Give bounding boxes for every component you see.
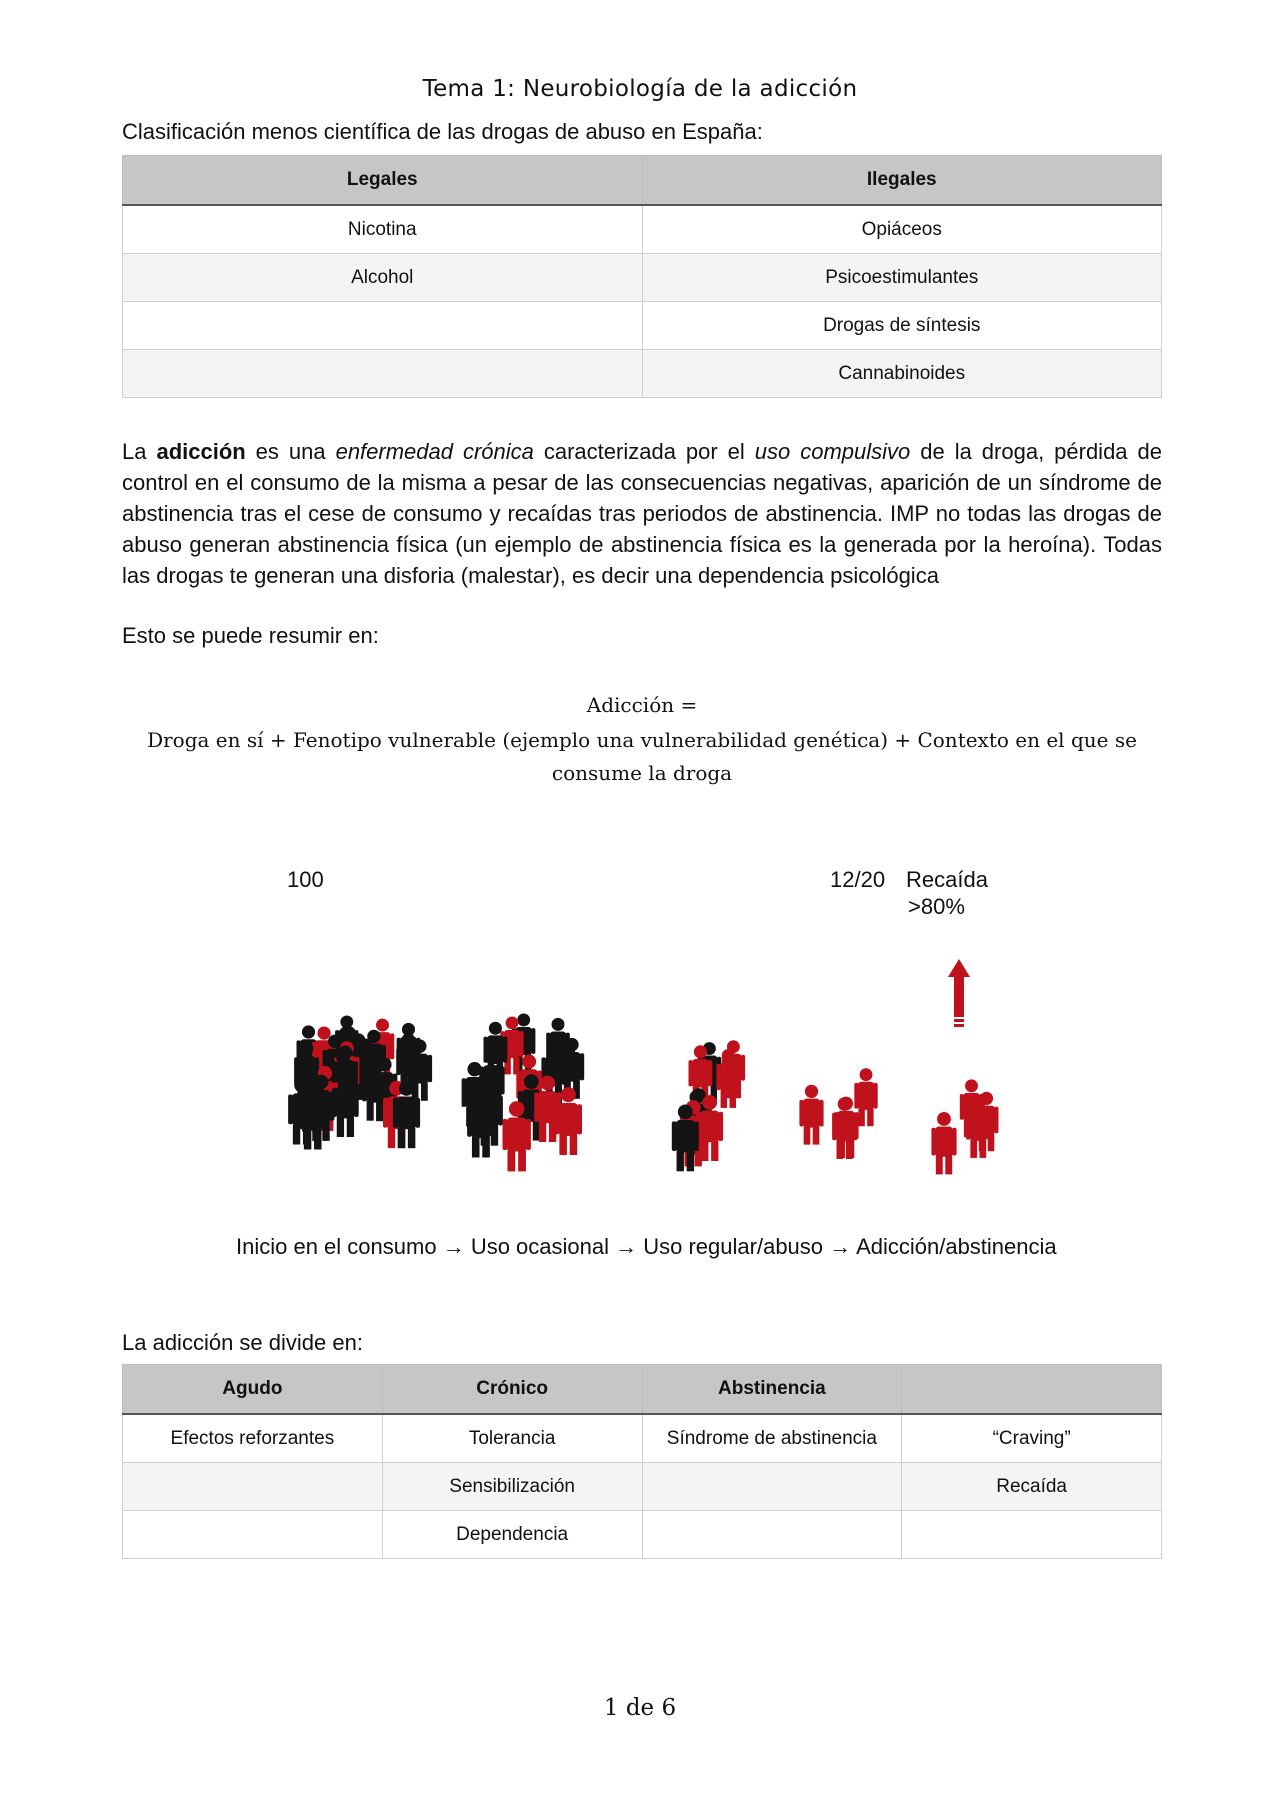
arrow-right-icon: → <box>829 1234 852 1259</box>
header-empty <box>902 1365 1162 1415</box>
table-cell <box>642 1511 902 1559</box>
table-cell: “Craving” <box>902 1414 1162 1463</box>
addiction-phases-table <box>122 1364 1162 1559</box>
formula-body: Droga en sí + Fenotipo vulnerable (ejemplo una vulnerabilidad genética) + Contexto en el que se consume la droga <box>147 728 1137 785</box>
people-groups-illustration <box>280 955 1010 1195</box>
page-title: Tema 1: Neurobiología de la adicción <box>422 76 858 102</box>
arrow-right-icon: → <box>442 1234 465 1259</box>
drug-classification-table <box>122 155 1162 398</box>
table-header-row <box>123 1365 1162 1415</box>
division-intro: La adicción se divide en: <box>122 1330 363 1355</box>
table-cell <box>642 1463 902 1511</box>
table-cell: Efectos reforzantes <box>123 1414 383 1463</box>
header-legales: Legales <box>123 156 643 206</box>
table-cell: Dependencia <box>382 1511 642 1559</box>
up-arrow-icon <box>948 959 970 1027</box>
table-cell <box>123 302 643 350</box>
table-cell: Alcohol <box>123 254 643 302</box>
classification-intro: Clasificación menos científica de las drogas de abuso en España: <box>122 119 763 144</box>
summary-intro: Esto se puede resumir en: <box>122 623 379 648</box>
page-number: 1 de 6 <box>603 1695 677 1721</box>
addiction-definition <box>122 436 1162 591</box>
table-row <box>123 1511 1162 1559</box>
table-row <box>123 1414 1162 1463</box>
table-cell: Opiáceos <box>642 205 1162 254</box>
table-cell: Drogas de síntesis <box>642 302 1162 350</box>
table-row <box>123 205 1162 254</box>
table-row <box>123 254 1162 302</box>
flow-step-2: Uso ocasional <box>470 1234 609 1259</box>
header-agudo: Agudo <box>123 1365 383 1415</box>
consumption-flow <box>236 1234 1057 1260</box>
flow-step-4: Adicción/abstinencia <box>856 1234 1057 1259</box>
table-cell: Tolerancia <box>382 1414 642 1463</box>
table-row <box>123 350 1162 398</box>
table-cell: Nicotina <box>123 205 643 254</box>
figure-label-start: 100 <box>287 867 324 892</box>
bold-term: adicción <box>156 439 246 464</box>
italic-term: uso compulsivo <box>754 439 911 464</box>
table-header-row <box>123 156 1162 206</box>
table-cell <box>902 1511 1162 1559</box>
person-red-figure <box>799 1085 823 1145</box>
text-run: de la droga, pérdida de control en el consumo de la misma a pesar de las consecuencias negativas, aparición de un síndrome de abstinencia tras el cese de consumo y recaídas tras periodos de abstinencia. IMP no todas las drogas de abuso generan abstinencia física (un ejemplo de abstinencia física es la generada por la heroína). Todas las drogas te generan una disforia (malestar), es decir una dependencia psicológica <box>122 439 1162 588</box>
header-abstinencia: Abstinencia <box>642 1365 902 1415</box>
text-run: es una <box>245 439 336 464</box>
person-red-figure <box>931 1112 956 1174</box>
header-cronico: Crónico <box>382 1365 642 1415</box>
table-cell <box>123 1511 383 1559</box>
figure-label-relapse: Recaída <box>906 867 988 892</box>
figure-label-ratio: 12/20 <box>830 867 886 892</box>
figure-label-percent: >80% <box>908 894 965 919</box>
table-cell: Recaída <box>902 1463 1162 1511</box>
table-cell: Síndrome de abstinencia <box>642 1414 902 1463</box>
table-cell <box>123 1463 383 1511</box>
addiction-progression-figure <box>280 955 1010 1195</box>
flow-step-3: Uso regular/abuso <box>643 1234 824 1259</box>
header-ilegales: Ilegales <box>642 156 1162 206</box>
formula-heading: Adicción = <box>586 693 698 717</box>
table-cell: Sensibilización <box>382 1463 642 1511</box>
flow-step-1: Inicio en el consumo <box>236 1234 437 1259</box>
table-cell <box>123 350 643 398</box>
table-row <box>123 1463 1162 1511</box>
text-run: La <box>122 439 157 464</box>
arrow-right-icon: → <box>615 1234 638 1259</box>
italic-term: enfermedad crónica <box>335 439 534 464</box>
table-cell: Cannabinoides <box>642 350 1162 398</box>
table-cell: Psicoestimulantes <box>642 254 1162 302</box>
table-row <box>123 302 1162 350</box>
text-run: caracterizada por el <box>533 439 755 464</box>
